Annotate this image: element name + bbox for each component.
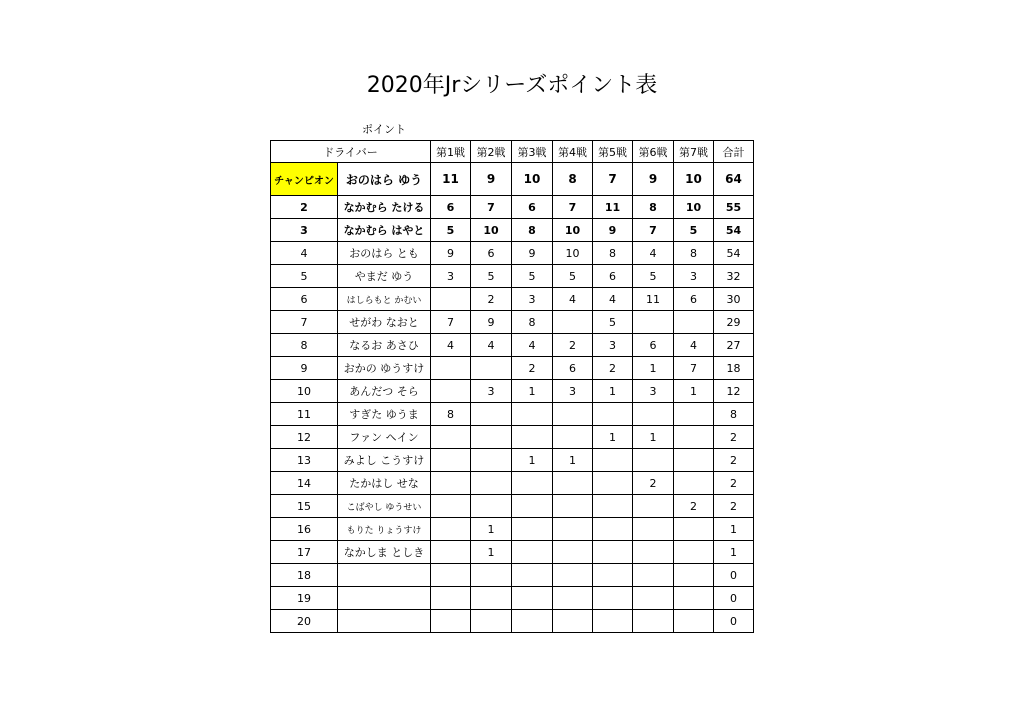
table-row [271,541,754,564]
points-cell [674,472,714,495]
points-cell: 4 [431,334,471,357]
points-cell: 9 [471,311,512,334]
points-cell [431,357,471,380]
points-cell [553,610,593,633]
page-title: 2020年Jrシリーズポイント表 [366,73,658,98]
points-cell: 8 [593,242,633,265]
driver-header: ドライバー [271,141,431,163]
points-cell [674,564,714,587]
table-row [271,495,754,518]
rank-cell: 15 [271,495,338,518]
driver-name-cell: はしらもと かむい [338,288,431,311]
table-row [271,518,754,541]
points-cell: 6 [471,242,512,265]
points-cell: 8 [512,219,553,242]
points-cell [674,610,714,633]
points-cell: 6 [674,288,714,311]
points-cell [512,564,553,587]
rank-cell: 9 [271,357,338,380]
points-cell: 10 [553,219,593,242]
rank-cell: 3 [271,219,338,242]
points-cell [431,380,471,403]
table-caption: ポイント [362,123,406,136]
table-row [271,265,754,288]
points-cell [431,587,471,610]
points-cell [431,610,471,633]
rank-cell: 2 [271,196,338,219]
rank-cell: チャンピオン [271,163,338,196]
driver-name-cell: こばやし ゆうせい [338,495,431,518]
points-cell: 1 [471,518,512,541]
points-cell [674,403,714,426]
points-cell: 5 [674,219,714,242]
points-cell: 4 [633,242,674,265]
points-cell [674,541,714,564]
points-cell [431,472,471,495]
points-cell: 2 [512,357,553,380]
driver-name-cell [338,610,431,633]
points-cell: 6 [633,334,674,357]
driver-name-cell: ファン ヘイン [338,426,431,449]
points-cell: 4 [593,288,633,311]
table-row [271,311,754,334]
points-cell: 11 [633,288,674,311]
points-cell [431,564,471,587]
total-cell: 12 [714,380,754,403]
points-cell [633,587,674,610]
points-cell: 10 [674,163,714,196]
table-row [271,242,754,265]
points-cell: 8 [512,311,553,334]
table-row [271,426,754,449]
points-cell: 7 [593,163,633,196]
points-cell [512,495,553,518]
points-cell [593,610,633,633]
total-cell: 8 [714,403,754,426]
points-cell: 5 [512,265,553,288]
standings-table [270,140,754,633]
table-row [271,288,754,311]
rank-cell: 13 [271,449,338,472]
points-cell: 5 [593,311,633,334]
points-cell [633,541,674,564]
points-cell [431,426,471,449]
points-cell: 10 [512,163,553,196]
table-row [271,587,754,610]
total-header: 合計 [714,141,754,163]
points-cell [674,587,714,610]
points-cell: 8 [553,163,593,196]
points-cell: 1 [633,426,674,449]
driver-name-cell [338,564,431,587]
points-cell: 4 [512,334,553,357]
total-cell: 0 [714,610,754,633]
points-cell: 3 [512,288,553,311]
points-cell: 1 [512,380,553,403]
points-cell: 11 [431,163,471,196]
rank-cell: 18 [271,564,338,587]
round-header: 第2戦 [471,141,512,163]
points-cell [633,449,674,472]
total-cell: 2 [714,449,754,472]
driver-name-cell: せがわ なおと [338,311,431,334]
points-cell [553,472,593,495]
points-cell: 5 [431,219,471,242]
driver-name-cell: あんだつ そら [338,380,431,403]
champion-row [271,163,754,196]
points-cell: 1 [553,449,593,472]
points-cell: 11 [593,196,633,219]
total-cell: 2 [714,495,754,518]
table-row [271,449,754,472]
points-cell: 9 [633,163,674,196]
points-cell: 9 [431,242,471,265]
points-cell [553,587,593,610]
points-cell: 8 [633,196,674,219]
points-cell [431,288,471,311]
points-cell [471,449,512,472]
points-cell: 8 [431,403,471,426]
total-cell: 0 [714,587,754,610]
points-cell [633,564,674,587]
driver-name-cell: なかむら たける [338,196,431,219]
points-cell: 2 [633,472,674,495]
driver-name-cell: もりた りょうすけ [338,518,431,541]
points-cell: 2 [674,495,714,518]
table-row [271,196,754,219]
table-row [271,564,754,587]
points-cell [471,587,512,610]
table-row [271,219,754,242]
points-cell: 5 [471,265,512,288]
points-cell [471,472,512,495]
points-cell: 2 [471,288,512,311]
points-cell: 8 [674,242,714,265]
points-cell: 5 [633,265,674,288]
points-cell [512,541,553,564]
driver-name-cell [338,587,431,610]
points-cell: 3 [471,380,512,403]
points-cell: 5 [553,265,593,288]
total-cell: 1 [714,518,754,541]
total-cell: 2 [714,426,754,449]
table-row [271,472,754,495]
points-cell [674,426,714,449]
points-cell [553,426,593,449]
driver-name-cell: すぎた ゆうま [338,403,431,426]
rank-cell: 10 [271,380,338,403]
points-cell [512,610,553,633]
points-cell [593,518,633,541]
points-cell: 7 [674,357,714,380]
points-cell: 2 [553,334,593,357]
rank-cell: 12 [271,426,338,449]
total-cell: 27 [714,334,754,357]
points-cell [512,426,553,449]
points-cell [512,472,553,495]
points-cell [553,311,593,334]
points-cell: 1 [593,380,633,403]
driver-name-cell: なかむら はやと [338,219,431,242]
points-cell: 3 [593,334,633,357]
points-cell: 3 [553,380,593,403]
points-cell: 7 [471,196,512,219]
total-cell: 18 [714,357,754,380]
points-cell: 3 [674,265,714,288]
points-cell [674,311,714,334]
total-cell: 55 [714,196,754,219]
round-header: 第3戦 [512,141,553,163]
points-cell: 7 [633,219,674,242]
rank-cell: 11 [271,403,338,426]
points-cell: 6 [512,196,553,219]
points-cell [633,403,674,426]
points-cell: 6 [553,357,593,380]
rank-cell: 16 [271,518,338,541]
total-cell: 1 [714,541,754,564]
points-cell [553,495,593,518]
points-cell [471,495,512,518]
table-row [271,357,754,380]
round-header: 第7戦 [674,141,714,163]
points-cell: 10 [471,219,512,242]
total-cell: 29 [714,311,754,334]
table-row [271,610,754,633]
points-cell: 10 [553,242,593,265]
points-cell [512,403,553,426]
points-cell [593,403,633,426]
points-cell: 3 [633,380,674,403]
points-cell [633,610,674,633]
round-header: 第5戦 [593,141,633,163]
rank-cell: 5 [271,265,338,288]
points-cell [431,495,471,518]
total-cell: 0 [714,564,754,587]
total-cell: 64 [714,163,754,196]
driver-name-cell: おのはら とも [338,242,431,265]
points-cell: 10 [674,196,714,219]
points-cell [593,564,633,587]
round-header: 第4戦 [553,141,593,163]
points-cell: 7 [553,196,593,219]
points-cell: 7 [431,311,471,334]
points-cell: 6 [593,265,633,288]
points-cell: 9 [471,163,512,196]
round-header: 第1戦 [431,141,471,163]
points-cell [431,449,471,472]
points-cell [633,311,674,334]
rank-cell: 14 [271,472,338,495]
rank-cell: 19 [271,587,338,610]
table-row [271,380,754,403]
points-cell: 4 [471,334,512,357]
header-row [271,141,754,163]
points-cell: 1 [593,426,633,449]
driver-name-cell: たかはし せな [338,472,431,495]
driver-name-cell: おのはら ゆう [338,163,431,196]
points-cell [633,518,674,541]
points-cell: 6 [431,196,471,219]
points-cell: 2 [593,357,633,380]
rank-cell: 7 [271,311,338,334]
points-cell [674,449,714,472]
points-cell [512,587,553,610]
rank-cell: 4 [271,242,338,265]
points-cell [553,564,593,587]
points-cell [593,449,633,472]
round-header: 第6戦 [633,141,674,163]
points-cell [593,495,633,518]
rank-cell: 17 [271,541,338,564]
points-cell: 1 [471,541,512,564]
points-cell [553,518,593,541]
rank-cell: 8 [271,334,338,357]
points-cell: 1 [674,380,714,403]
total-cell: 30 [714,288,754,311]
points-cell [512,518,553,541]
points-cell: 9 [512,242,553,265]
points-cell: 1 [633,357,674,380]
driver-name-cell: おかの ゆうすけ [338,357,431,380]
points-cell [471,403,512,426]
table-row [271,334,754,357]
driver-name-cell: なかしま としき [338,541,431,564]
points-cell: 4 [553,288,593,311]
driver-name-cell: やまだ ゆう [338,265,431,288]
points-cell: 9 [593,219,633,242]
standings-body [271,163,754,633]
total-cell: 32 [714,265,754,288]
points-cell [553,403,593,426]
total-cell: 54 [714,242,754,265]
points-cell [633,495,674,518]
points-cell: 3 [431,265,471,288]
total-cell: 2 [714,472,754,495]
table-row [271,403,754,426]
points-cell [471,610,512,633]
rank-cell: 6 [271,288,338,311]
points-cell [471,357,512,380]
points-cell [431,541,471,564]
points-cell [431,518,471,541]
total-cell: 54 [714,219,754,242]
driver-name-cell: みよし こうすけ [338,449,431,472]
driver-name-cell: なるお あさひ [338,334,431,357]
rank-cell: 20 [271,610,338,633]
points-cell [593,541,633,564]
points-cell [553,541,593,564]
points-cell: 4 [674,334,714,357]
points-cell [593,472,633,495]
points-cell [593,587,633,610]
points-cell: 1 [512,449,553,472]
points-cell [471,564,512,587]
points-cell [471,426,512,449]
points-cell [674,518,714,541]
